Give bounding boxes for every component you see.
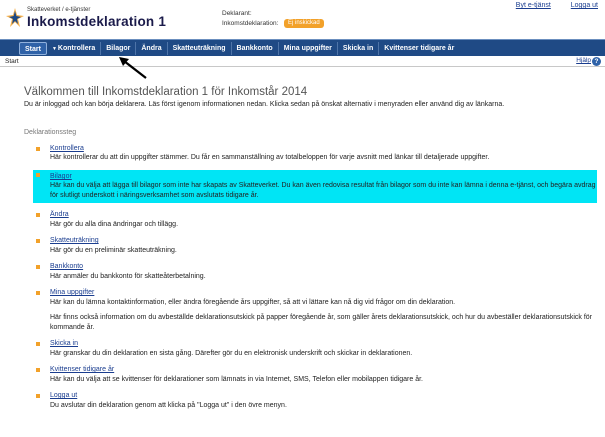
nav-andra[interactable] bbox=[136, 42, 167, 55]
nav-skicka-in-label: Skicka in bbox=[342, 44, 374, 52]
nav-kontrollera[interactable] bbox=[47, 42, 101, 55]
bullet-icon bbox=[36, 342, 40, 346]
page-title: Välkommen till Inkomstdeklaration 1 för Inkomstår 2014 bbox=[24, 86, 308, 98]
app-subtitle: Skatteverket / e-tjänster bbox=[27, 7, 91, 13]
list-item bbox=[33, 262, 603, 281]
main-nav bbox=[0, 39, 605, 56]
step-link-bilagor[interactable]: Bilagor bbox=[50, 173, 72, 180]
step-link-andra[interactable]: Ändra bbox=[50, 211, 69, 219]
bullet-icon bbox=[36, 265, 40, 269]
step-description: Du avslutar din deklaration genom att klicka på "Logga ut" i den övre menyn. bbox=[50, 401, 287, 409]
step-link-kvittenser[interactable]: Kvittenser tidigare år bbox=[50, 366, 115, 374]
step-description: Här kan du välja att se kvittenser för deklarationer som lämnats in via Internet, SMS, Telefon eller mobilappen tidigare år. bbox=[50, 375, 424, 383]
nav-kvittenser-label: Kvittenser tidigare år bbox=[384, 44, 455, 52]
step-description: Här kontrollerar du att din uppgifter stämmer. Du får en sammanställning av totalbeloppen för varje avsnitt med länkar till detaljerade uppgifter. bbox=[50, 154, 490, 162]
step-description: Här kan du lämna kontaktinformation, eller ändra föregående års uppgifter, så att vi lättare kan nå dig vid frågor om din deklaration. bbox=[50, 298, 456, 306]
declarant-label: Deklarant: bbox=[222, 10, 252, 17]
nav-bilagor-label: Bilagor bbox=[106, 44, 131, 52]
nav-kvittenser[interactable] bbox=[379, 42, 459, 55]
bullet-icon bbox=[36, 173, 40, 177]
steps-list bbox=[33, 144, 603, 417]
nav-start[interactable] bbox=[19, 42, 47, 55]
list-item bbox=[33, 365, 603, 384]
nav-mina-uppgifter[interactable] bbox=[279, 42, 338, 55]
app-title: Inkomstdeklaration 1 bbox=[27, 14, 167, 29]
breadcrumb bbox=[0, 57, 605, 67]
list-item bbox=[33, 288, 603, 332]
intro-text: Du är inloggad och kan börja deklarera. Läs först igenom informationen nedan. Klicka sedan på önskat alternativ i menyraden eller använd dig av länkarna. bbox=[24, 101, 505, 108]
list-item-highlighted bbox=[33, 170, 597, 203]
nav-skatteutrakning-label: Skatteuträkning bbox=[172, 44, 226, 52]
bullet-icon bbox=[36, 368, 40, 372]
help-icon[interactable]: ? bbox=[592, 57, 601, 66]
top-links bbox=[498, 2, 598, 9]
breadcrumb-current: Start bbox=[5, 58, 19, 65]
dropdown-arrow-icon: ▼ bbox=[51, 45, 57, 52]
step-link-logga-ut[interactable]: Logga ut bbox=[50, 392, 78, 400]
step-link-mina-uppgifter[interactable]: Mina uppgifter bbox=[50, 289, 95, 297]
bullet-icon bbox=[36, 291, 40, 295]
step-description: Här granskar du din deklaration en sista gång. Därefter gör du en elektronisk underskrift och skickar in deklarationen. bbox=[50, 349, 413, 357]
nav-bankkonto[interactable] bbox=[232, 42, 279, 55]
step-link-skicka-in[interactable]: Skicka in bbox=[50, 340, 79, 348]
nav-bankkonto-label: Bankkonto bbox=[236, 44, 273, 52]
step-description: Här kan du välja att lägga till bilagor som inte har skapats av Skatteverket. Du kan även redovisa resultat från bilagor som du inte kan lämna i denna e-tjänst, och begära avdrag för slutligt underskott i näringsverksamhet som avslutats tidigare år. bbox=[50, 182, 596, 199]
logout-link[interactable]: Logga ut bbox=[570, 2, 598, 9]
bullet-icon bbox=[36, 213, 40, 217]
skatteverket-logo-icon bbox=[5, 7, 25, 29]
step-description: Här anmäler du bankkonto för skatteåterbetalning. bbox=[50, 272, 206, 280]
step-extra-description: Här finns också information om du avbeställde deklarationsutskick på papper föregående år, som gäller årets deklarationsutskick, och hur du avbeställer deklarationsutskick för kommande år. bbox=[50, 314, 593, 331]
step-description: Här gör du en preliminär skatteuträkning. bbox=[50, 246, 177, 254]
nav-andra-label: Ändra bbox=[141, 44, 162, 52]
step-link-skatteutrakning[interactable]: Skatteuträkning bbox=[50, 237, 99, 245]
annotation-arrow-icon bbox=[116, 55, 150, 81]
section-title: Deklarationssteg bbox=[24, 129, 77, 136]
list-item bbox=[33, 210, 603, 229]
list-item bbox=[33, 339, 603, 358]
step-description: Här gör du alla dina ändringar och tillägg. bbox=[50, 220, 179, 228]
list-item bbox=[33, 144, 603, 163]
help-link[interactable]: Hjälp bbox=[576, 57, 591, 64]
step-link-kontrollera[interactable]: Kontrollera bbox=[50, 145, 84, 152]
switch-service-link[interactable]: Byt e-tjänst bbox=[515, 2, 551, 9]
nav-kontrollera-label: Kontrollera bbox=[57, 44, 96, 52]
step-link-bankkonto[interactable]: Bankkonto bbox=[50, 263, 84, 271]
declaration-status-badge: Ej inskickad bbox=[284, 19, 324, 28]
bullet-icon bbox=[36, 394, 40, 398]
list-item bbox=[33, 236, 603, 255]
nav-skicka-in[interactable] bbox=[338, 42, 379, 55]
nav-skatteutrakning[interactable] bbox=[168, 42, 232, 55]
nav-mina-uppgifter-label: Mina uppgifter bbox=[283, 44, 332, 52]
nav-bilagor[interactable] bbox=[101, 42, 136, 55]
list-item bbox=[33, 391, 603, 410]
bullet-icon bbox=[36, 147, 40, 151]
declaration-label: Inkomstdeklaration: bbox=[222, 20, 279, 27]
nav-start-label: Start bbox=[25, 45, 41, 53]
header bbox=[0, 0, 605, 39]
bullet-icon bbox=[36, 239, 40, 243]
